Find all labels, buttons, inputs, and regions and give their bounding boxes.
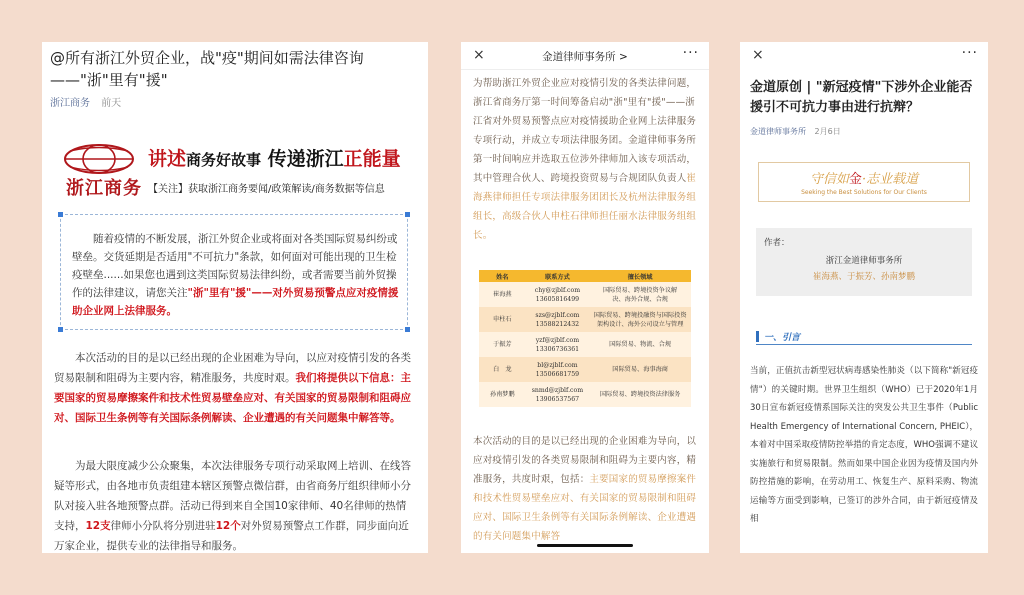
globe-logo-icon [62, 142, 136, 176]
article-meta [50, 94, 121, 109]
home-indicator[interactable] [537, 544, 633, 547]
author-card [756, 228, 972, 296]
nav-account-title[interactable]: 金道律师事务所 > [542, 51, 628, 63]
section-marker [756, 331, 759, 342]
table-header: 联系方式 [526, 270, 590, 282]
article-screenshot-jindao-original [740, 42, 988, 553]
body-paragraph: 当前，正值抗击新型冠状病毒感染性肺炎（以下简称"新冠疫情"）的关键时期。世界卫生组织（WHO）已于2020年1月30日宣布新冠疫情系国际关注的突发公共卫生事件（Public Health Emergency of International Concern, PHEIC），本着对中国采取疫情防控举措的肯定态度，WHO强调不建议实施旅行和贸易限制。然而如果中国企业因为疫情及国内外防控措施的影响，在劳动用工、恢复生产、原料采购、物流运输等方面受到影响，已签订的涉外合同，由于新冠疫情及相 [750, 366, 978, 524]
author-firm: 浙江金道律师事务所 [825, 256, 903, 266]
author-label: 作者： [764, 238, 790, 248]
more-icon[interactable]: ··· [682, 45, 699, 61]
publish-date: 2月6日 [814, 127, 841, 136]
table-row: 孙南梦鹏 snmd@zjblf.com 13906537567 国际贸易、跨境投资法律服务 [479, 382, 691, 407]
logo-text: 浙江商务 [66, 178, 142, 199]
article-title: 金道原创 | "新冠疫情"下涉外企业能否援引不可抗力事由进行抗辩？ [750, 80, 973, 115]
account-name-link[interactable]: 金道律师事务所 [750, 127, 806, 136]
firm-motto-english: Seeking the Best Solutions for Our Clients [801, 189, 927, 196]
firm-motto: 守信如金·志业载道 [809, 172, 919, 187]
section-heading [756, 329, 972, 345]
firm-motto-banner [758, 162, 970, 202]
table-header-row [479, 270, 691, 282]
mobile-nav-bar [740, 42, 988, 70]
account-banner [56, 140, 414, 200]
intro-quote-text: 随着疫情的不断发展，浙江外贸企业或将面对各类国际贸易纠纷或壁垒。交货延期是否适用"不可抗力"条款，如何面对可能出现的卫生检疫壁垒......如果您也遇到这类国际贸易法律纠纷，或者需要当前外贸操作的法律建议，请您关注"浙"里有"援"——对外贸易预警点应对疫情援助企业网上法律服务。 [72, 233, 399, 317]
table-row: 申柱石 szs@zjblf.com 13588212432 国际贸易、跨境投融资与国际投资 架构设计、海外公司设立与管理 [479, 307, 691, 332]
intro-paragraph: 为帮助浙江外贸企业应对疫情引发的各类法律问题，浙江省商务厅第一时间筹备启动"浙"里有"援"——浙江省对外贸易预警点应对疫情援助企业网上法律服务专项行动，并成立专项法律服务团。金道律师事务所第一时间响应并选取五位涉外律师加入该专项活动，其中管理合伙人、跨境投资贸易与合规团队负责人崔海燕律师担任专项法律服务团团长及杭州法律服务组组长，高级合伙人申柱石律师担任丽水法律服务组组长。 [473, 78, 697, 241]
table-header: 擅长领域 [589, 270, 691, 282]
body-paragraph-2: 为最大限度减少公众聚集，本次法律服务专项行动采取网上培训、在线答疑等形式，由各地市负责组建本辖区预警点微信群，由省商务厅组织律师小分队对接入驻各地预警点群。活动已得到来自全国10家律师、40名律师的热情支持，12支律师小分队将分别进驻12个对外贸易预警点工作群，同步面向近万家企业，提供专业的法律指导和服务。 [54, 460, 411, 552]
table-row: 于振芳 yzf@zjblf.com 13306736361 国际贸易、物流、合规 [479, 332, 691, 357]
banner-subtitle: 【关注】获取浙江商务要闻/政策解读/商务数据等信息 [148, 184, 385, 195]
table-row: 崔海燕 chy@zjblf.com 13605816499 国际贸易、跨境投资争议解 决、海外合规、合规 [479, 282, 691, 307]
article-meta [750, 126, 841, 137]
outro-paragraph: 本次活动的目的是以已经出现的企业困难为导向，以应对疫情引发的各类贸易限制和阻碍为主要内容，精准服务，共度时艰，包括：主要国家的贸易摩擦案件和技术性贸易壁垒应对、有关国家的贸易限制和阻碍应对、国际卫生条例等有关国际条例解读、企业遭遇的有关问题集中解答 [473, 436, 697, 542]
section-heading-text: 一、引言 [764, 333, 801, 343]
close-icon[interactable]: × [752, 47, 764, 63]
publish-time: 前天 [101, 98, 122, 109]
article-screenshot-zhejiang-commerce [42, 42, 428, 553]
author-names: 崔海燕、于振芳、孙南梦鹏 [812, 272, 915, 282]
table-header: 姓名 [479, 270, 526, 282]
close-icon[interactable]: × [473, 47, 485, 63]
more-icon[interactable]: ··· [961, 45, 978, 61]
banner-slogan: 讲述商务好故事 传递浙江正能量 [148, 148, 401, 170]
account-name-link[interactable]: 浙江商务 [50, 98, 90, 109]
lawyer-contact-table [479, 270, 691, 407]
table-row: 白 龙 bl@zjblf.com 13506681759 国际贸易、海事海商 [479, 357, 691, 382]
mobile-nav-bar [461, 42, 709, 70]
article-screenshot-jindao-mobile [461, 42, 709, 553]
body-paragraph-1: 本次活动的目的是以已经出现的企业困难为导向，以应对疫情引发的各类贸易限制和阻碍为主要内容，精准服务，共度时艰。我们将提供以下信息：主要国家的贸易摩擦案件和技术性贸易壁垒应对、有关国家的贸易限制和阻碍应对、国际卫生条例等有关国际条例解读、企业遭遇的有关问题集中解答等。 [54, 352, 411, 424]
article-title: @所有浙江外贸企业，战"疫"期间如需法律咨询——"浙"里有"援" [50, 49, 364, 89]
